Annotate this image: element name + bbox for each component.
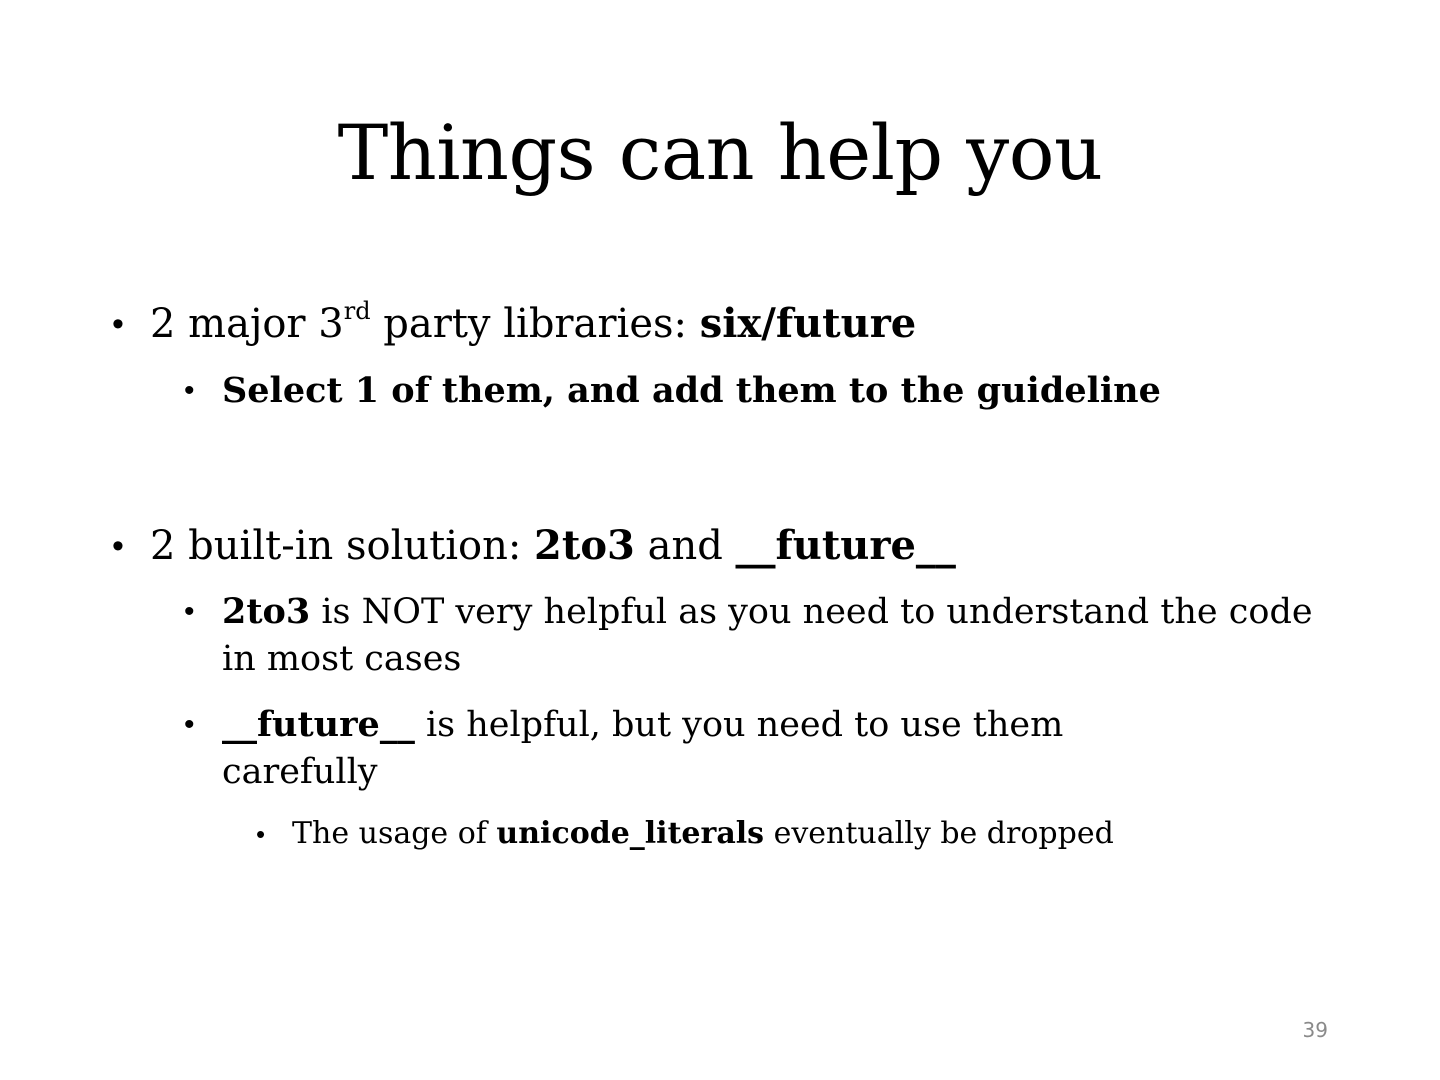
sub-bullet-2to3 (184, 588, 1332, 683)
bullet-dot: • (184, 595, 195, 628)
bullet-dot: • (112, 527, 124, 565)
bullet-dot: • (112, 305, 124, 343)
bullet-dot: • (184, 374, 195, 407)
bullet-text: The usage of unicode_literals eventually be dropped (292, 816, 1114, 851)
page-number: 39 (1302, 1018, 1328, 1042)
sub-bullet-future (184, 701, 1182, 796)
sub-sub-bullet-unicode-literals (256, 814, 1292, 854)
bullet-built-in-solutions (112, 520, 1350, 572)
bold-2to3: 2to3 (534, 522, 635, 569)
bold-future: __future__ (735, 522, 956, 569)
bullet-text: 2to3 is NOT very helpful as you need to understand the code in most cases (222, 591, 1313, 679)
bullet-dot: • (184, 708, 195, 741)
bullet-dot: • (256, 819, 266, 849)
bold-unicode-literals: unicode_literals (496, 816, 765, 851)
bullet-text: __future__ is helpful, but you need to use them carefully (222, 704, 1064, 792)
bullet-text: 2 built-in solution: 2to3 and __future__ (150, 522, 956, 569)
bold-library-names: six/future (699, 300, 917, 347)
bullet-text: 2 major 3rd party libraries: six/future (150, 297, 917, 347)
bullet-third-party-libraries (112, 298, 1350, 350)
superscript: rd (343, 297, 371, 325)
bullet-text: Select 1 of them, and add them to the guideline (222, 370, 1161, 411)
sub-bullet-select-one (184, 367, 1332, 415)
slide-title: Things can help you (337, 108, 1103, 197)
